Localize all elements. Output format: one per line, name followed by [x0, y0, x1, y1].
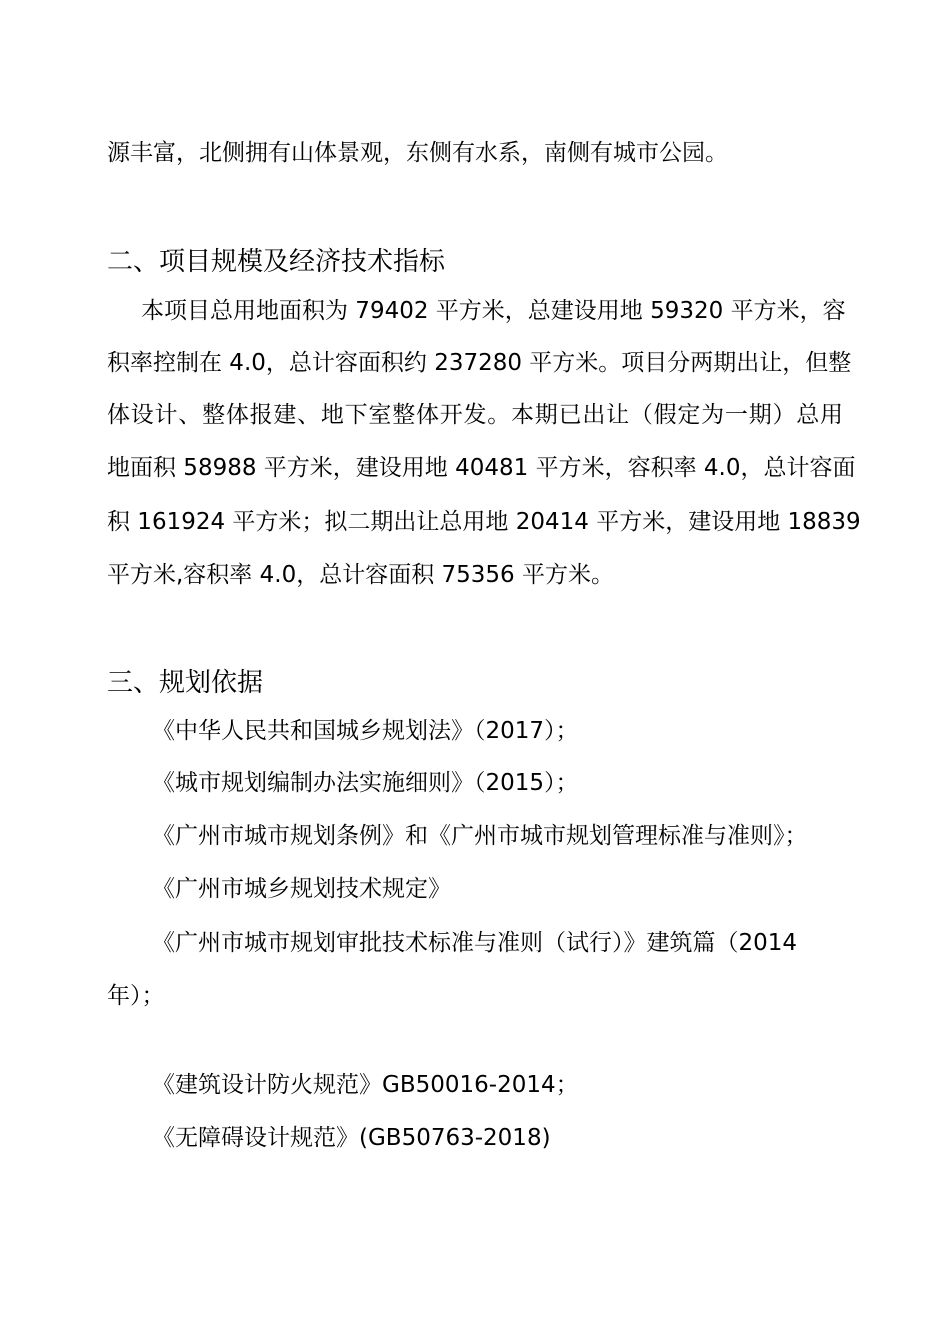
section-2-line-1: 本项目总用地面积为 79402 平方米，总建设用地 59320 平方米，容 [141, 298, 846, 324]
section-2-line-3: 体设计、整体报建、地下室整体开发。本期已出让（假定为一期）总用 [107, 402, 843, 428]
section-2-line-6: 平方米,容积率 4.0，总计容面积 75356 平方米。 [107, 562, 614, 588]
section-3-heading: 三、规划依据 [107, 668, 264, 698]
section-2-line-5: 积 161924 平方米；拟二期出让总用地 20414 平方米，建设用地 18839 [107, 509, 861, 535]
reference-item: 《无障碍设计规范》(GB50763-2018) [152, 1125, 551, 1151]
reference-item: 《广州市城市规划条例》和《广州市城市规划管理标准与准则》； [152, 823, 808, 849]
section-2-heading: 二、项目规模及经济技术指标 [107, 247, 446, 277]
reference-item: 《城市规划编制办法实施细则》（2015）； [152, 770, 579, 796]
reference-item: 《广州市城市规划审批技术标准与准则（试行）》建筑篇（2014 [152, 930, 798, 956]
reference-item: 《建筑设计防火规范》GB50016-2014； [152, 1072, 579, 1098]
reference-item-continuation: 年）； [107, 983, 165, 1009]
reference-item: 《中华人民共和国城乡规划法》（2017）； [152, 718, 579, 744]
section-2-line-2: 积率控制在 4.0，总计容面积约 237280 平方米。项目分两期出让，但整 [107, 350, 852, 376]
section-2-line-4: 地面积 58988 平方米，建设用地 40481 平方米，容积率 4.0，总计容面 [107, 455, 856, 481]
intro-tail-line: 源丰富，北侧拥有山体景观，东侧有水系，南侧有城市公园。 [107, 140, 728, 166]
reference-item: 《广州市城乡规划技术规定》 [152, 876, 451, 902]
